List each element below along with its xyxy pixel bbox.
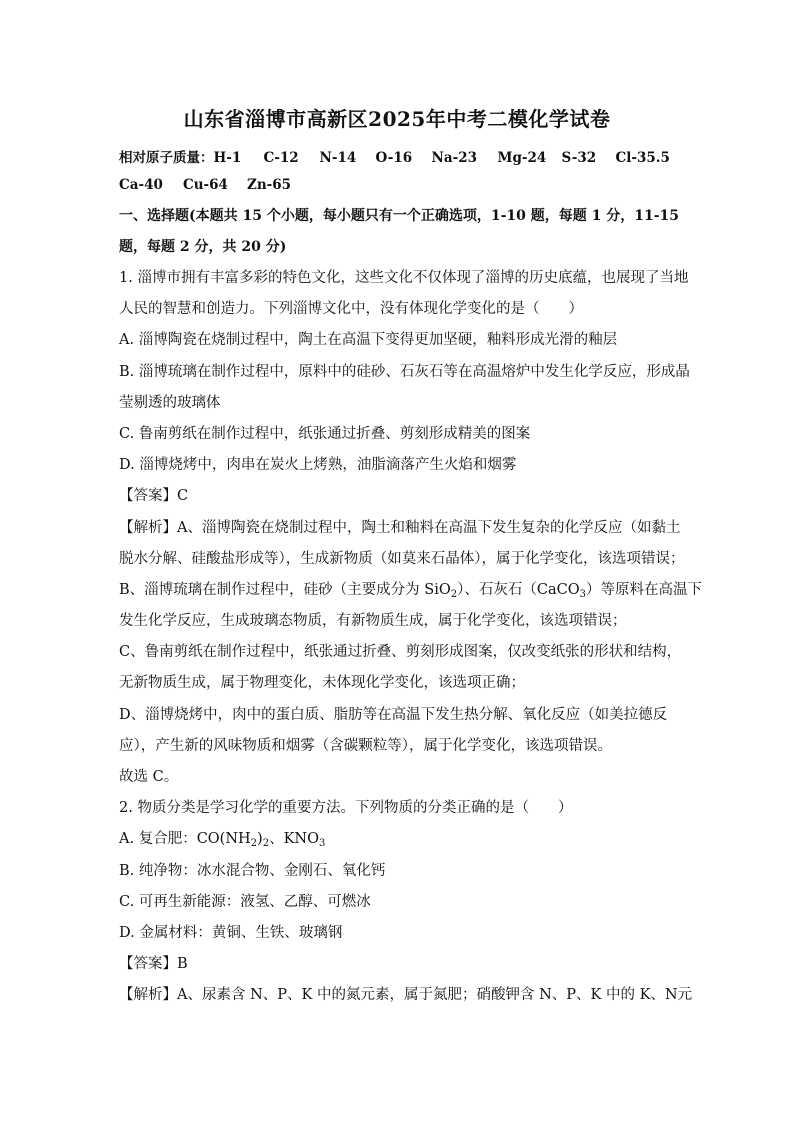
q1-analysis-line-6: 无新物质生成，属于物理变化，未体现化学变化，该选项正确； [119,675,525,691]
mass-cl: Cl-35.5 [615,150,670,166]
section-heading-line-2: 题，每题 2 分，共 20 分) [119,239,287,255]
q1-analysis-line-2: 脱水分解、硅酸盐形成等），生成新物质（如莫来石晶体），属于化学变化，该选项错误； [119,551,685,567]
mass-s: S-32 [561,150,597,166]
q1-option-d: D. 淄博烧烤中，肉串在炭火上烤熟，油脂滴落产生火焰和烟雾 [119,457,517,473]
mass-n: N-14 [319,150,357,166]
q1-analysis-line-4: 发生化学反应，生成玻璃态物质，有新物质生成，属于化学变化，该选项错误； [119,613,627,629]
q1-option-b-line-2: 莹剔透的玻璃体 [119,395,221,411]
q1-answer: 【答案】C [119,488,189,504]
q2-option-d: D. 金属材料：黄铜、生铁、玻璃钢 [119,925,343,941]
q1-conclusion: 故选 C。 [119,769,179,785]
q2-analysis-line-1: 【解析】A、尿素含 N、P、K 中的氮元素，属于氮肥；硝酸钾含 N、P、K 中的 K、N元 [119,987,693,1003]
mass-na: Na-23 [431,150,477,166]
q1-stem-line-1: 1. 淄博市拥有丰富多彩的特色文化，这些文化不仅体现了淄博的历史底蕴，也展现了当地 [119,270,689,286]
mass-o: O-16 [375,150,413,166]
q2-answer: 【答案】B [119,956,188,972]
q2-option-c: C. 可再生新能源：液氢、乙醇、可燃冰 [119,894,371,910]
q1-option-a: A. 淄博陶瓷在烧制过程中，陶土在高温下变得更加坚硬，釉料形成光滑的釉层 [119,332,618,348]
atomic-mass-row-1 [119,146,670,166]
section-heading-line-1: 一、选择题(本题共 15 个小题，每小题只有一个正确选项，1-10 题，每题 1 分，11-15 [119,208,680,224]
q1-stem-line-2: 人民的智慧和创造力。下列淄博文化中，没有体现化学变化的是（ ） [119,301,583,317]
page-title: 山东省淄博市高新区2025年中考二模化学试卷 [183,107,611,131]
q1-analysis-line-1: 【解析】A、淄博陶瓷在烧制过程中，陶土和釉料在高温下发生复杂的化学反应（如黏土 [119,520,681,536]
q1-analysis-line-7: D、淄博烧烤中，肉中的蛋白质、脂肪等在高温下发生热分解、氧化反应（如美拉德反 [119,707,668,723]
mass-cu: Cu-64 [183,177,228,193]
q1-analysis-line-8: 应），产生新的风味物质和烟雾（含碳颗粒等），属于化学变化，该选项错误。 [119,738,612,754]
mass-zn: Zn-65 [247,177,292,193]
q1-option-c: C. 鲁南剪纸在制作过程中，纸张通过折叠、剪刻形成精美的图案 [119,426,531,442]
q2-stem: 2. 物质分类是学习化学的重要方法。下列物质的分类正确的是（ ） [119,800,573,816]
q2-option-b: B. 纯净物：冰水混合物、金刚石、氧化钙 [119,863,386,879]
atomic-mass-row-2 [119,177,291,193]
q2-option-a: A. 复合肥：$CO(NH_2)_2$、$KNO_3$ [119,831,326,849]
mass-ca: Ca-40 [119,177,163,193]
q1-option-b-line-1: B. 淄博琉璃在制作过程中，原料中的硅砂、石灰石等在高温熔炉中发生化学反应，形成晶 [119,364,690,380]
mass-h: H-1 [213,150,242,166]
atomic-mass-label: 相对原子质量： [119,150,214,166]
mass-mg: Mg-24 [497,150,547,166]
q1-analysis-line-5: C、鲁南剪纸在制作过程中，纸张通过折叠、剪刻形成图案，仅改变纸张的形状和结构， [119,644,682,660]
mass-c: C-12 [263,150,299,166]
q1-analysis-line-3: B、淄博琉璃在制作过程中，硅砂（主要成分为 SiO$_2$）、石灰石（CaCO$_3$）等原料在高温下 [119,582,702,600]
